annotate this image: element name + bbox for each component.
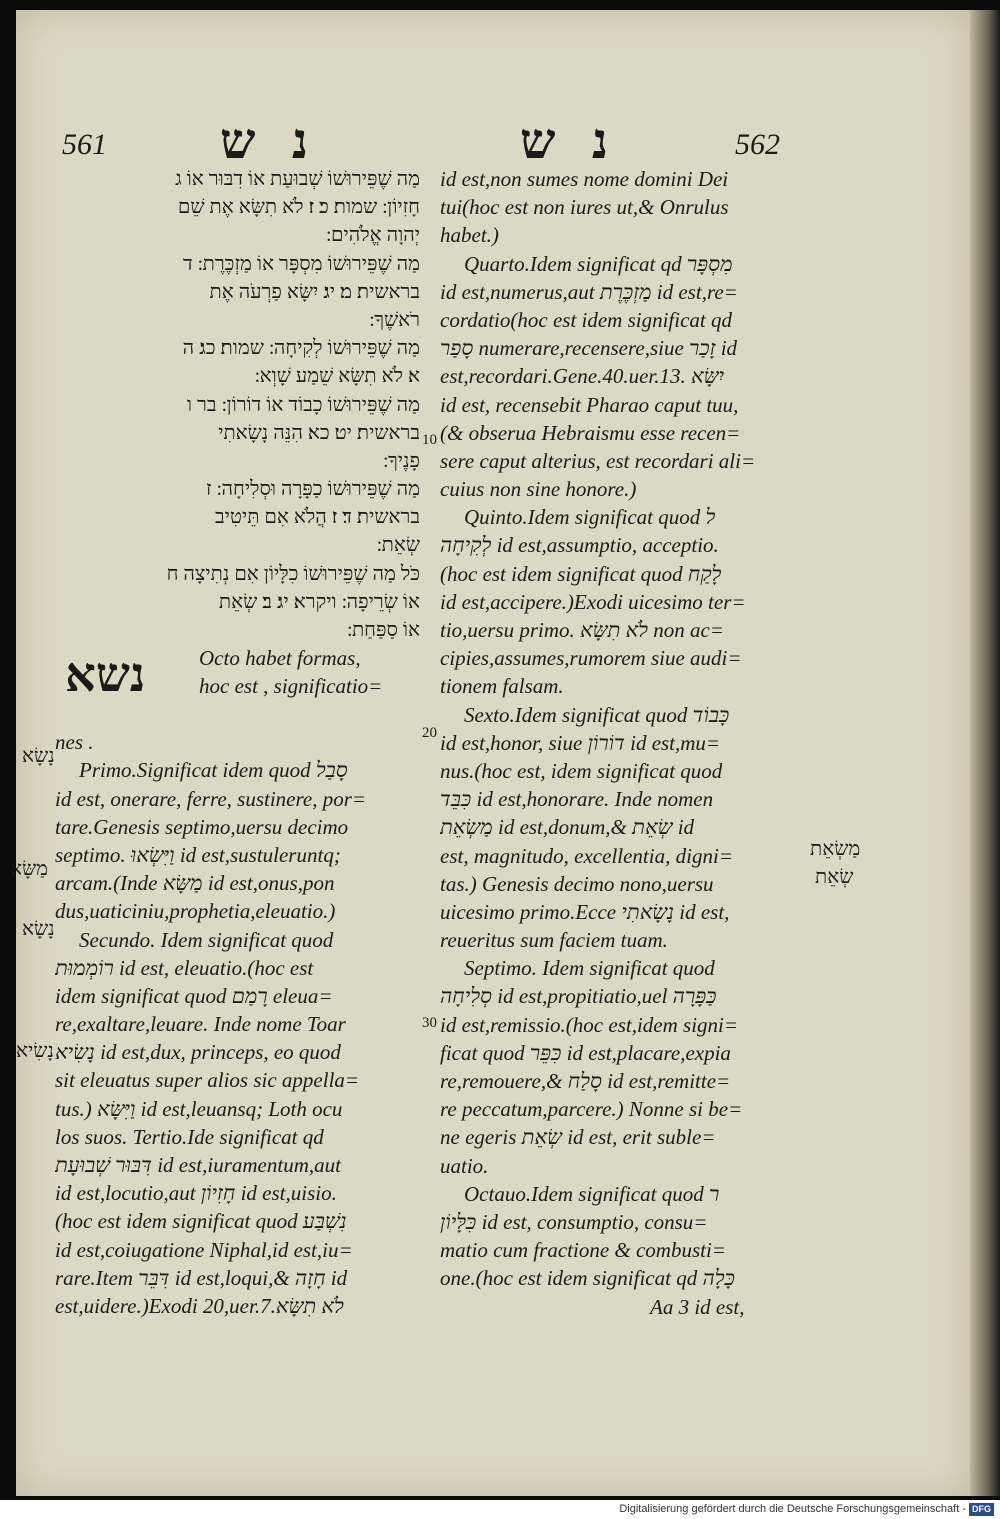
text-line: רוֹמְמוּת id est, eleuatio.(hoc est xyxy=(55,955,314,980)
text-line: Quarto.Idem significat qd מִסְפָּר xyxy=(464,251,733,276)
catchword: Aa 3 id est, xyxy=(650,1294,745,1319)
text-line: uicesimo primo.Ecce נָשָׂאתִי id est, xyxy=(440,899,730,924)
margin-note-left: נָשָׂא xyxy=(22,745,55,767)
headword-line: Octo habet formas, xyxy=(199,646,361,671)
text-line: id est,honor, siue דוֹרוֹן id est,mu= xyxy=(440,730,721,755)
headword: נשא xyxy=(65,649,146,703)
margin-note-left: נָשָׂא xyxy=(22,918,55,940)
text-line: בראשית׃ מ׃ יג׃ יִשָּׂא פַרְעֹה אֶת xyxy=(209,280,420,303)
text-line: matio cum fractione & combusti= xyxy=(440,1238,726,1263)
text-line: nus.(hoc est, idem significat quod xyxy=(440,758,723,783)
text-line: מַה שֶׁפֵּירוּשׁוֹ לְקִיחָה ׃ שמות׃ כג׃ ה xyxy=(182,337,420,360)
text-line: שְׂאֵת ׃ xyxy=(376,534,420,557)
right-column xyxy=(440,165,800,1321)
text-line: ne egeris שְׂאֵת id est, erit suble= xyxy=(440,1125,716,1150)
text-line: dus,uaticiniu,prophetia,eleuatio.) xyxy=(55,899,336,924)
text-line: reueritus sum faciem tuam. xyxy=(440,928,668,953)
footer-text: Digitalisierung gefördert durch die Deutsche Forschungsgemeinschaft - xyxy=(619,1503,966,1515)
text-line: idem significat quod רָמַם eleua= xyxy=(55,983,333,1008)
text-line: כִּלָּיוֹן id est, consumptio, consu= xyxy=(440,1209,708,1234)
text-line: rare.Item דִּבֵּר id est,loqui,& חָזָה id xyxy=(55,1265,348,1290)
text-line: sit eleuatus super alios sic appella= xyxy=(55,1068,360,1093)
margin-note-right: מַשְׂאֵת xyxy=(810,838,861,860)
line-number: 20 xyxy=(422,725,437,741)
text-line: arcam.(Inde מַשָּׂא id est,onus,pon xyxy=(55,871,335,896)
text-line: בראשית׃ יט׃ כא׃ הִנֵּה נָשָׂאתִי xyxy=(218,421,420,444)
text-line: tio,uersu primo. לֹא תִשָּׂא non ac= xyxy=(440,618,724,642)
text-line: uatio. xyxy=(440,1153,489,1178)
right-page-number: 562 xyxy=(735,128,780,161)
right-running-heading: נ ש xyxy=(520,113,621,169)
text-line: Sexto.Idem significat quod כָּבוֹד xyxy=(464,702,730,727)
text-line: כִּבֵּד id est,honorare. Inde nomen xyxy=(440,787,714,812)
text-line: nes . xyxy=(55,730,94,755)
right-latin-block xyxy=(440,165,800,1293)
text-line: א׃ לֹא תִשָּׂא שֵׁמַע שָׁוְא ׃ xyxy=(254,365,420,388)
text-line: סְלִיחָה id est,propitiatio,uel כַּפָּרָה xyxy=(440,984,717,1009)
text-line: tus.) וַיִּשָּׂא id est,leuansq; Loth ocu xyxy=(55,1096,343,1121)
line-number: 10 xyxy=(422,432,437,448)
text-line: כֹּל מַה שֶׁפֵּירוּשׁוֹ כִלָּיוֹן אִם נְתִיצָה ח xyxy=(166,562,420,585)
headword-description xyxy=(199,644,382,700)
text-line: מַה שֶׁפֵּירוּשׁוֹ מִסְפָּר אוֹ מַזְכֶּרֶת ׃ ד xyxy=(183,252,420,275)
text-line: re peccatum,parcere.) Nonne si be= xyxy=(440,1097,743,1122)
left-latin-block xyxy=(55,728,420,1320)
text-line: אוֹ שְׂרֵיפָה ׃ ויקרא׃ יג׃ ב׃ שְׂאֵת xyxy=(218,590,420,613)
text-line: Primo.Significat idem quod סָבַל xyxy=(79,758,348,783)
text-line: Septimo. Idem significat quod xyxy=(464,956,715,981)
text-line: נָשִׂיא id est,dux, princeps, eo quod xyxy=(55,1040,341,1065)
text-line: רֹאשֶׁךָ ׃ xyxy=(369,308,420,331)
text-line: Quinto.Idem significat quod ל xyxy=(464,505,716,530)
text-line: tas.) Genesis decimo nono,uersu xyxy=(440,871,714,896)
dfg-logo: DFG xyxy=(969,1503,994,1516)
text-line: בראשית׃ ד׃ ז׃ הֲלֹא אִם תֵּיטִיב xyxy=(214,506,420,529)
text-line: cordatio(hoc est idem significat qd xyxy=(440,307,733,332)
text-line: Octauo.Idem significat quod ר xyxy=(464,1181,720,1206)
left-column xyxy=(55,165,420,1320)
text-line: cipies,assumes,rumorem siue audi= xyxy=(440,646,742,671)
text-line: Secundo. Idem significat quod xyxy=(79,927,334,952)
text-line: id est,locutio,aut חָזִיוֹן id est,uisio. xyxy=(55,1181,337,1206)
margin-note-left: נָשִׂיא xyxy=(16,1040,54,1062)
text-line: מַשְׂאֵת id est,donum,& שְׂאֵת id xyxy=(440,815,695,840)
text-line: tare.Genesis septimo,uersu decimo xyxy=(55,814,349,839)
text-line: los suos. Tertio.Ide significat qd xyxy=(55,1124,324,1149)
text-line: tionem falsam. xyxy=(440,674,564,699)
text-line: חָזִיוֹן ׃ שמות׃ כ׃ ז׃ לֹא תִשָּׂא אֶת שֵׁם xyxy=(177,196,420,219)
text-line: id est,numerus,aut מַזְכֶּרֶת id est,re= xyxy=(440,279,738,304)
text-line: מַה שֶׁפֵּירוּשׁוֹ שְׁבוּעַת אוֹ דִבּוּר אוֹ ג xyxy=(175,168,420,190)
text-line: id est,non sumes nome domini Dei xyxy=(440,167,729,191)
page-edge xyxy=(970,10,1000,1496)
margin-note-left: מַשָּׂא xyxy=(10,858,49,880)
text-line: מַה שֶׁפֵּירוּשׁוֹ כָבוֹד אוֹ דוֹרוֹן ׃ בר ו xyxy=(186,393,420,416)
text-line: tui(hoc est non iures ut,& Onrulus xyxy=(440,195,729,220)
text-line: est,uidere.)Exodi 20,uer.7.לֹא תִשָּׂא xyxy=(55,1293,344,1318)
margin-note-right: שְׂאֵת xyxy=(815,866,854,888)
text-line: id est,coiugatione Niphal,id est,iu= xyxy=(55,1237,353,1262)
text-line: (& obserua Hebraismu esse recen= xyxy=(440,420,741,445)
text-line: septimo. וַיִּשְׂאוּ id est,sustuleruntq; xyxy=(55,842,341,867)
left-page-number: 561 xyxy=(62,128,107,161)
text-line: one.(hoc est idem significat qd כָּלָה xyxy=(440,1266,735,1291)
text-line: לְקִיחָה id est,assumptio, acceptio. xyxy=(440,533,719,558)
text-line: דִּבּוּר שְׁבוּעָת id est,iuramentum,aut xyxy=(55,1153,341,1177)
text-line: (hoc est idem significat quod נִשְׁבַּע xyxy=(55,1209,347,1234)
text-line: פָנֶיךָ ׃ xyxy=(382,449,420,472)
headword-line: hoc est , significatio= xyxy=(199,674,383,699)
text-line: ficat quod כִּפֵּר id est,placare,expia xyxy=(440,1040,731,1065)
text-line: סָפַר numerare,recensere,siue זָכַר id xyxy=(440,336,738,361)
line-number: 30 xyxy=(422,1015,437,1031)
text-line: cuius non sine honore.) xyxy=(440,477,637,502)
text-line: (hoc est idem significat quod לָקַח xyxy=(440,561,722,586)
text-line: est,recordari.Gene.40.uer.13. יִשָּׂא xyxy=(440,364,724,389)
text-line: id est,accipere.)Exodi uicesimo ter= xyxy=(440,589,746,614)
text-line: habet.) xyxy=(440,223,499,248)
text-line: מַה שֶׁפֵּירוּשׁוֹ כַפָּרָה וּסְלִיחָה ׃ ז xyxy=(205,478,420,501)
text-line: אוֹ סַפַּחַת ׃ xyxy=(346,619,420,641)
text-line: id est, recensebit Pharao caput tuu, xyxy=(440,392,739,417)
text-line: re,remouere,& סָלַח id est,remitte= xyxy=(440,1069,731,1093)
text-line: id est,remissio.(hoc est,idem signi= xyxy=(440,1012,739,1037)
footer-bar xyxy=(0,1500,1000,1519)
left-hebrew-block xyxy=(55,165,420,644)
text-line: est, magnitudo, excellentia, digni= xyxy=(440,843,733,868)
text-line: re,exaltare,leuare. Inde nome Toar xyxy=(55,1012,346,1037)
text-line: sere caput alterius, est recordari ali= xyxy=(440,448,756,473)
left-running-heading: נ ש xyxy=(220,113,321,169)
text-line: id est, onerare, ferre, sustinere, por= xyxy=(55,786,367,811)
text-line: יְהוָה אֱלֹהִים ׃ xyxy=(326,224,420,247)
headword-block xyxy=(55,644,420,728)
